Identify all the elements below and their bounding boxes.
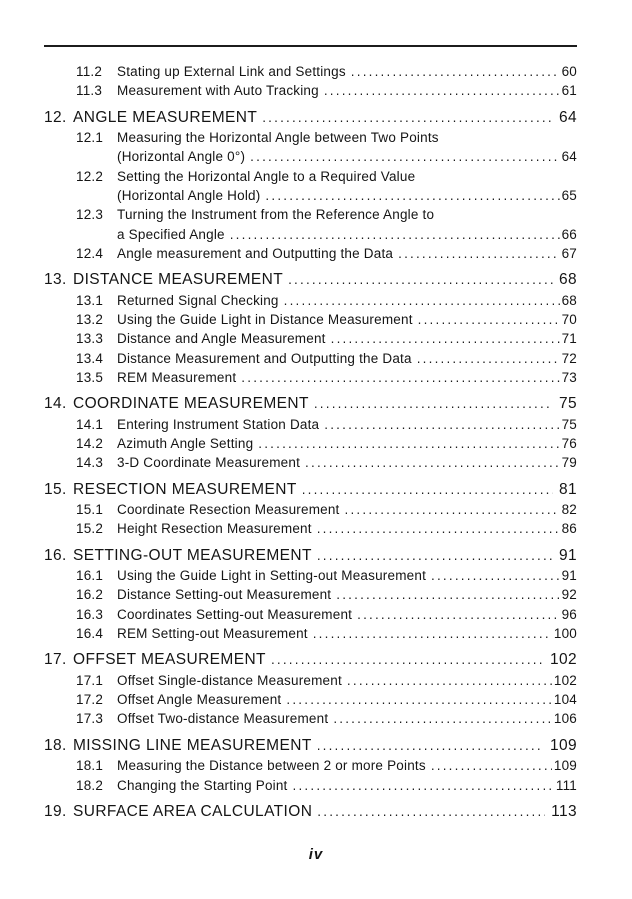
dot-leader — [328, 709, 552, 728]
toc-entry-line — [117, 624, 577, 643]
dot-leader — [426, 566, 560, 585]
toc-entry-title: Measuring the Distance between 2 or more Points — [117, 758, 426, 774]
dot-leader — [279, 291, 560, 310]
toc-entry-title: Turning the Instrument from the Reference Angle to — [117, 207, 435, 223]
toc-section-entry — [0, 605, 632, 624]
toc-entry-title: OFFSET MEASUREMENT — [73, 651, 266, 669]
toc-entry-title: DISTANCE MEASUREMENT — [73, 271, 284, 289]
toc-entry-line — [117, 605, 577, 624]
toc-entry-page-number: 64 — [561, 149, 577, 165]
toc-entry-line — [73, 736, 577, 757]
toc-entry-line — [73, 546, 577, 567]
toc-entry-body — [117, 690, 577, 709]
toc-entry-title: Angle measurement and Outputting the Data — [117, 245, 394, 261]
toc-entry-page-number: 109 — [553, 758, 577, 774]
toc-section-entry — [0, 585, 632, 604]
toc-entry-page-number: 102 — [549, 651, 577, 669]
toc-entry-line — [73, 802, 577, 823]
toc-entry-line — [117, 225, 577, 244]
toc-section-entry — [0, 310, 632, 329]
dot-leader — [331, 585, 559, 604]
toc-entry-body — [117, 329, 577, 348]
toc-entry-body — [117, 709, 577, 728]
toc-entry-body — [117, 453, 577, 472]
toc-section-entry — [0, 434, 632, 453]
toc-entry-number: 15.1 — [76, 502, 104, 518]
dot-leader — [340, 500, 560, 519]
toc-entry-body — [117, 434, 577, 453]
toc-entry-body — [117, 128, 577, 167]
page-number-footer: iv — [308, 846, 324, 863]
toc-entry-title: Coordinate Resection Measurement — [117, 502, 340, 518]
toc-entry-page-number: 76 — [561, 435, 577, 451]
toc-entry-number: 17.1 — [76, 672, 104, 688]
toc-entry-line — [117, 519, 577, 538]
toc-entry-page-number: 100 — [553, 626, 577, 642]
toc-chapter-entry — [0, 650, 632, 671]
toc-entry-page-number: 72 — [561, 350, 577, 366]
toc-section-entry — [0, 776, 632, 795]
toc-entry-title: Distance and Angle Measurement — [117, 331, 326, 347]
toc-entry-line — [117, 709, 577, 728]
toc-entry-page-number: 106 — [553, 711, 577, 727]
toc-entry-number: 18.1 — [76, 758, 104, 774]
toc-entry-line — [117, 585, 577, 604]
toc-entry-body — [117, 167, 577, 206]
dot-leader — [352, 605, 559, 624]
toc-entry-body — [117, 368, 577, 387]
toc-entry-line — [117, 671, 577, 690]
toc-entry-title: Offset Angle Measurement — [117, 692, 282, 708]
toc-entry-page-number: 68 — [561, 292, 577, 308]
toc-section-entry — [0, 329, 632, 348]
toc-entry-line — [117, 205, 577, 224]
toc-entry-line — [117, 415, 577, 434]
toc-chapter-entry — [0, 480, 632, 501]
dot-leader — [413, 310, 560, 329]
toc-entry-title: Using the Guide Light in Setting-out Measurement — [117, 568, 427, 584]
dot-leader — [236, 368, 559, 387]
toc-entry-line — [117, 756, 577, 775]
toc-entry-body — [117, 566, 577, 585]
toc-entry-line — [117, 62, 577, 81]
toc-entry-line — [117, 566, 577, 585]
toc-entry-page-number: 64 — [558, 108, 577, 126]
toc-entry-title: RESECTION MEASUREMENT — [73, 480, 297, 498]
toc-entry-line — [117, 81, 577, 100]
toc-entry-number: 12.1 — [76, 130, 104, 146]
toc-section-entry — [0, 205, 632, 244]
toc-entry-title: Distance Setting-out Measurement — [117, 587, 332, 603]
toc-entry-line — [117, 186, 577, 205]
toc-entry-page-number: 86 — [561, 521, 577, 537]
toc-entry-body — [117, 671, 577, 690]
toc-entry-number: 13.3 — [76, 331, 104, 347]
toc-chapter-entry — [0, 394, 632, 415]
dot-leader — [308, 624, 552, 643]
toc-entry-title: SETTING-OUT MEASUREMENT — [73, 546, 312, 564]
toc-entry-number: 18. — [44, 736, 67, 754]
toc-entry-title: Using the Guide Light in Distance Measurement — [117, 311, 413, 327]
toc-entry-title: Returned Signal Checking — [117, 292, 279, 308]
toc-section-entry — [0, 244, 632, 263]
dot-leader — [260, 186, 559, 205]
dot-leader — [253, 434, 559, 453]
toc-entry-number: 13.1 — [76, 292, 104, 308]
toc-chapter-entry — [0, 108, 632, 129]
toc-entry-page-number: 60 — [561, 64, 577, 79]
dot-leader — [288, 776, 554, 795]
toc-entry-line — [117, 690, 577, 709]
toc-entry-body — [117, 776, 577, 795]
toc-entry-number: 16.1 — [76, 568, 104, 584]
dot-leader — [319, 81, 560, 100]
toc-entry-line — [117, 500, 577, 519]
toc-entry-page-number: 111 — [555, 777, 577, 793]
toc-entry-page-number: 113 — [551, 802, 577, 820]
toc-entry-body — [117, 585, 577, 604]
toc-chapter-entry — [0, 546, 632, 567]
toc-section-entry — [0, 566, 632, 585]
toc-entry-line — [73, 270, 577, 291]
toc-entry-body — [117, 519, 577, 538]
dot-leader — [309, 394, 553, 415]
toc-entry-page-number: 82 — [561, 502, 577, 518]
toc-entry-body — [73, 802, 577, 823]
toc-entry-title: Height Resection Measurement — [117, 521, 312, 537]
toc-entry-title: Offset Single-distance Measurement — [117, 672, 342, 688]
toc-entry-number: 12. — [44, 108, 67, 126]
toc-entry-number: 17. — [44, 651, 67, 669]
toc-entry-number: 14.1 — [76, 416, 104, 432]
toc-section-entry — [0, 81, 632, 100]
toc-entry-number: 16. — [44, 546, 67, 564]
toc-entry-line — [73, 650, 577, 671]
toc-entry-number: 13.5 — [76, 369, 104, 385]
toc-entry-page-number: 104 — [553, 692, 577, 708]
toc-entry-page-number: 73 — [561, 369, 577, 385]
dot-leader — [319, 415, 559, 434]
toc-entry-line — [73, 108, 577, 129]
toc-entry-page-number: 75 — [558, 395, 577, 413]
toc-entry-page-number: 102 — [553, 672, 577, 688]
toc-entry-number: 13.2 — [76, 311, 104, 327]
toc-entry-page-number: 75 — [561, 416, 577, 432]
dot-leader — [326, 329, 560, 348]
toc-entry-number: 13. — [44, 271, 67, 289]
toc-entry-number: 13.4 — [76, 350, 104, 366]
toc-entry-body — [117, 244, 577, 263]
dot-leader — [266, 650, 544, 671]
dot-leader — [412, 349, 560, 368]
toc-section-entry — [0, 453, 632, 472]
toc-entry-body — [117, 310, 577, 329]
toc-entry-page-number: 79 — [561, 455, 577, 471]
toc-entry-line — [117, 244, 577, 263]
toc-entry-title: (Horizontal Angle 0°) — [117, 149, 246, 165]
dot-leader — [312, 736, 544, 757]
toc-entry-body — [117, 605, 577, 624]
toc-entry-body — [117, 624, 577, 643]
toc-entry-number: 19. — [44, 802, 67, 820]
toc-section-entry — [0, 415, 632, 434]
toc-section-entry — [0, 709, 632, 728]
toc-entry-number: 14. — [44, 395, 67, 413]
toc-entry-title: Stating up External Link and Settings — [117, 64, 346, 79]
toc-entry-line — [117, 167, 577, 186]
toc-entry-title: Setting the Horizontal Angle to a Required Value — [117, 168, 416, 184]
toc-entry-number: 15.2 — [76, 521, 104, 537]
toc-entry-number: 16.2 — [76, 587, 104, 603]
header-rule — [44, 45, 577, 47]
toc-entry-line — [117, 310, 577, 329]
toc-section-entry — [0, 624, 632, 643]
dot-leader — [281, 690, 551, 709]
toc-entry-number: 11.2 — [76, 64, 103, 79]
toc-entry-line — [73, 394, 577, 415]
toc-entry-title: Measurement with Auto Tracking — [117, 83, 319, 99]
toc-entry-number: 12.3 — [76, 207, 104, 223]
toc-entry-body — [73, 736, 577, 757]
toc-entry-page-number: 61 — [561, 83, 577, 99]
toc-entry-number: 14.2 — [76, 435, 104, 451]
toc-entry-body — [73, 546, 577, 567]
toc-entry-title: REM Setting-out Measurement — [117, 626, 308, 642]
toc-section-entry — [0, 349, 632, 368]
toc-entry-line — [73, 480, 577, 501]
dot-leader — [312, 519, 560, 538]
toc-entry-body — [117, 500, 577, 519]
toc-entry-line — [117, 291, 577, 310]
toc-entry-title: REM Measurement — [117, 369, 237, 385]
table-of-contents — [0, 62, 632, 822]
toc-entry-title: ANGLE MEASUREMENT — [73, 108, 258, 126]
toc-entry-line — [117, 147, 577, 166]
toc-entry-page-number: 91 — [561, 568, 577, 584]
toc-chapter-entry — [0, 802, 632, 823]
toc-entry-number: 16.4 — [76, 626, 104, 642]
toc-section-entry — [0, 519, 632, 538]
toc-section-entry — [0, 167, 632, 206]
toc-entry-line — [117, 329, 577, 348]
toc-entry-body — [73, 394, 577, 415]
toc-entry-line — [117, 349, 577, 368]
dot-leader — [245, 147, 559, 166]
toc-chapter-entry — [0, 736, 632, 757]
toc-entry-title: Entering Instrument Station Data — [117, 416, 320, 432]
toc-section-entry — [0, 671, 632, 690]
toc-entry-title: Changing the Starting Point — [117, 777, 288, 793]
toc-section-entry — [0, 368, 632, 387]
toc-entry-page-number: 66 — [561, 226, 577, 242]
toc-entry-number: 12.4 — [76, 245, 104, 261]
toc-section-entry — [0, 291, 632, 310]
toc-entry-title: COORDINATE MEASUREMENT — [73, 395, 309, 413]
toc-entry-title: Distance Measurement and Outputting the Data — [117, 350, 412, 366]
toc-section-entry — [0, 128, 632, 167]
dot-leader — [426, 756, 552, 775]
toc-entry-title: (Horizontal Angle Hold) — [117, 187, 261, 203]
dot-leader — [283, 270, 553, 291]
toc-entry-number: 17.2 — [76, 692, 104, 708]
toc-entry-title: a Specified Angle — [117, 226, 225, 242]
toc-entry-title: Coordinates Setting-out Measurement — [117, 606, 353, 622]
toc-entry-body — [117, 415, 577, 434]
toc-entry-body — [117, 291, 577, 310]
toc-section-entry — [0, 756, 632, 775]
toc-entry-page-number: 71 — [561, 331, 577, 347]
dot-leader — [300, 453, 560, 472]
toc-entry-body — [73, 270, 577, 291]
toc-entry-title: Azimuth Angle Setting — [117, 435, 254, 451]
toc-chapter-entry — [0, 270, 632, 291]
toc-entry-body — [117, 62, 577, 81]
dot-leader — [393, 244, 559, 263]
toc-section-entry — [0, 690, 632, 709]
toc-entry-number: 16.3 — [76, 606, 104, 622]
toc-entry-line — [117, 453, 577, 472]
dot-leader — [346, 62, 560, 81]
toc-entry-line — [117, 128, 577, 147]
toc-entry-page-number: 68 — [558, 271, 577, 289]
toc-entry-body — [117, 756, 577, 775]
toc-section-entry — [0, 500, 632, 519]
toc-entry-body — [73, 650, 577, 671]
toc-entry-title: MISSING LINE MEASUREMENT — [73, 736, 312, 754]
toc-entry-title: 3-D Coordinate Measurement — [117, 455, 301, 471]
toc-entry-page-number: 92 — [561, 587, 577, 603]
toc-entry-line — [117, 776, 577, 795]
toc-entry-body — [73, 108, 577, 129]
toc-entry-number: 12.2 — [76, 168, 104, 184]
toc-entry-number: 11.3 — [76, 83, 103, 99]
toc-entry-line — [117, 434, 577, 453]
toc-entry-title: Offset Two-distance Measurement — [117, 711, 329, 727]
dot-leader — [312, 546, 553, 567]
toc-entry-page-number: 67 — [561, 245, 577, 261]
toc-entry-page-number: 65 — [561, 187, 577, 203]
toc-entry-number: 14.3 — [76, 455, 104, 471]
toc-entry-body — [117, 205, 577, 244]
toc-entry-title: SURFACE AREA CALCULATION — [73, 802, 313, 820]
toc-entry-number: 18.2 — [76, 777, 104, 793]
dot-leader — [342, 671, 552, 690]
toc-entry-page-number: 70 — [561, 311, 577, 327]
toc-entry-body — [117, 81, 577, 100]
toc-entry-body — [117, 349, 577, 368]
dot-leader — [257, 108, 553, 129]
toc-entry-page-number: 109 — [549, 736, 577, 754]
toc-entry-page-number: 96 — [561, 606, 577, 622]
dot-leader — [297, 480, 553, 501]
toc-entry-page-number: 81 — [558, 480, 577, 498]
toc-entry-body — [73, 480, 577, 501]
toc-entry-number: 15. — [44, 480, 67, 498]
dot-leader — [312, 802, 545, 823]
toc-entry-line — [117, 368, 577, 387]
toc-entry-number: 17.3 — [76, 711, 104, 727]
toc-section-entry — [0, 62, 632, 81]
toc-entry-page-number: 91 — [558, 546, 577, 564]
dot-leader — [225, 225, 560, 244]
toc-entry-title: Measuring the Horizontal Angle between Two Points — [117, 130, 439, 146]
